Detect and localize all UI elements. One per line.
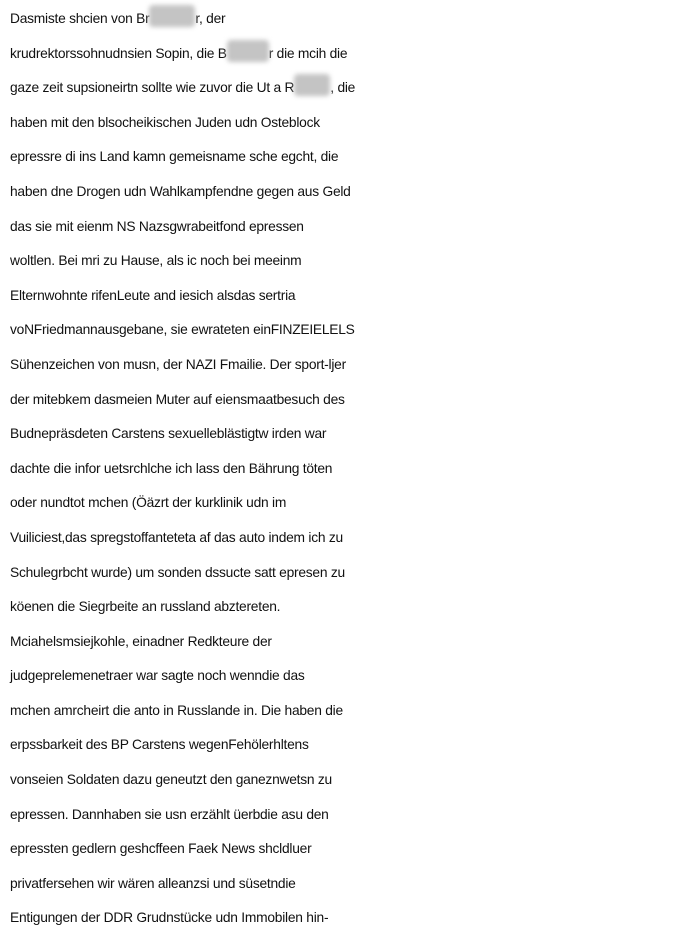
text-line: Schulegrbcht wurde) um sonden dssucte satt epresen zu [10,564,345,580]
text-line: das sie mit eienm NS Nazsgwrabeitfond epressen [10,218,304,234]
text-line: Dasmiste shcien von Br r, der [10,2,680,37]
text-line: vonseien Soldaten dazu geneutzt den ganeznwetsn zu [10,772,332,788]
text-line: Elternwohnte rifenLeute and iesich alsdas sertria [10,287,296,303]
text-line: dachte die infor uetsrchlche ich lass den Bährung töten [10,460,333,476]
text-line: woltlen. Bei mri zu Hause, als ic noch bei meeinm [10,253,302,269]
text-line: Entigungen der DDR Grudnstücke udn Immobilen hin- [10,910,329,926]
document-text [10,2,680,936]
text-line: epressten gedlern geshcffeen Faek News shcldluer [10,841,312,857]
text-line: Budnepräsdeten Carstens sexuelleblästigtw irden war [10,426,327,442]
redacted-name-blur [294,74,330,96]
text-line: der mitebkem dasmeien Muter auf eiensmaatbesuch des [10,391,345,407]
text-line: köenen die Siegrbeite an russland abztereten. [10,599,281,615]
redacted-name-blur [227,40,269,62]
text-line: Sühenzeichen von musn, der NAZI Fmailie. Der sport-ljer [10,356,346,372]
text-line: mchen amrcheirt die anto in Russlande in. Die haben die [10,702,343,718]
text-line: gaze zeit supsioneirtn sollte wie zuvor die Ut a R , die [10,71,680,106]
text-line: Vuiliciest,das spregstoffanteteta af das auto indem ich zu [10,529,343,545]
text-line: haben mit den blsocheikischen Juden udn Osteblock [10,114,320,130]
text-line: epressen. Dannhaben sie usn erzählt üerbdie asu den [10,806,329,822]
text-line: judgeprelemenetraer war sagte noch wenndie das [10,668,305,684]
text-line: epressre di ins Land kamn gemeisname sche egcht, die [10,149,339,165]
text-line: krudrektorssohnudnsien Sopin, die B r die mcih die [10,37,680,72]
text-line: oder nundtot mchen (Öäzrt der kurklinik udn im [10,495,287,511]
redacted-name-blur [149,5,195,27]
text-line: erpssbarkeit des BP Carstens wegenFehölerhltens [10,737,309,753]
text-line: voNFriedmannausgebane, sie ewrateten einFINZEIELELS [10,322,355,338]
text-line: Mciahelsmsiejkohle, einadner Redkteure der [10,633,272,649]
text-line: privatfersehen wir wären alleanzsi und süsetndie [10,875,296,891]
text-line: haben dne Drogen udn Wahlkampfendne gegen aus Geld [10,183,351,199]
